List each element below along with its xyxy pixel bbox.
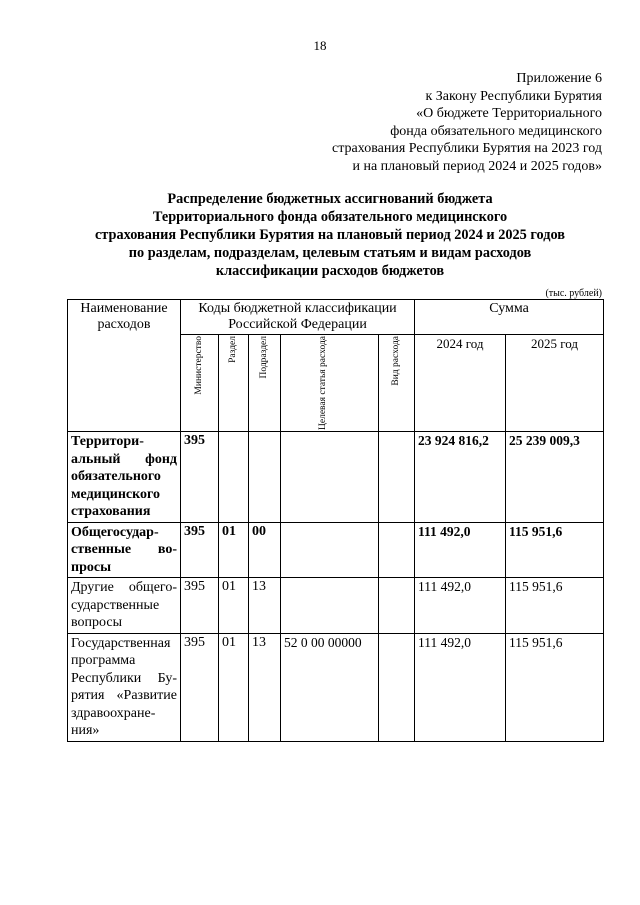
row-target bbox=[281, 522, 379, 578]
row-kind bbox=[379, 522, 415, 578]
row-ministry: 395 bbox=[181, 522, 219, 578]
row-name: Общегосударственные вопросы bbox=[68, 522, 181, 578]
table-row bbox=[68, 578, 604, 634]
row-sum-2025: 25 239 009,3 bbox=[506, 432, 604, 523]
appendix-line: «О бюджете Территориального bbox=[416, 106, 602, 121]
header-section: Раздел bbox=[219, 335, 249, 432]
appendix-line: к Закону Республики Бурятия bbox=[425, 88, 602, 104]
appendix-line: Приложение 6 bbox=[516, 71, 602, 86]
header-target: Целевая статья расхода bbox=[281, 335, 379, 432]
row-target bbox=[281, 432, 379, 523]
row-sum-2024: 111 492,0 bbox=[415, 633, 506, 741]
table-row bbox=[68, 522, 604, 578]
appendix-line: страхования Республики Бурятия на 2023 год bbox=[332, 141, 602, 156]
row-name: Другие общегосударственные вопросы bbox=[68, 578, 181, 634]
header-name: Наименование расходов bbox=[68, 300, 181, 432]
row-subsection: 13 bbox=[249, 633, 281, 741]
row-section: 01 bbox=[219, 633, 249, 741]
title-line: классификации расходов бюджетов bbox=[215, 263, 445, 279]
row-name: Государственная программа Республики Бурятия «Развитие здравоохранения» bbox=[68, 633, 181, 741]
title-line: страхования Республики Бурятия на плановый период 2024 и 2025 годов bbox=[94, 227, 566, 243]
budget-table bbox=[67, 299, 604, 742]
appendix-line: фонда обязательного медицинского bbox=[390, 123, 602, 139]
units-label: (тыс. рублей) bbox=[545, 288, 602, 299]
row-ministry: 395 bbox=[181, 633, 219, 741]
header-sum: Сумма bbox=[415, 300, 604, 335]
title-line: Территориального фонда обязательного медицинского bbox=[152, 209, 508, 225]
header-kind: Вид расхода bbox=[379, 335, 415, 432]
page-number: 18 bbox=[313, 38, 327, 53]
title-line: по разделам, подразделам, целевым статьям и видам расходов bbox=[128, 245, 532, 261]
row-sum-2025: 115 951,6 bbox=[506, 633, 604, 741]
table-row bbox=[68, 432, 604, 523]
row-kind bbox=[379, 633, 415, 741]
row-ministry: 395 bbox=[181, 578, 219, 634]
row-target bbox=[281, 578, 379, 634]
row-kind bbox=[379, 432, 415, 523]
header-subsection: Подраздел bbox=[249, 335, 281, 432]
row-sum-2024: 111 492,0 bbox=[415, 522, 506, 578]
row-sum-2024: 23 924 816,2 bbox=[415, 432, 506, 523]
row-kind bbox=[379, 578, 415, 634]
header-ministry: Министерство bbox=[181, 335, 219, 432]
row-sum-2025: 115 951,6 bbox=[506, 522, 604, 578]
title-line: Распределение бюджетных ассигнований бюджета bbox=[167, 191, 493, 207]
row-ministry: 395 bbox=[181, 432, 219, 523]
row-subsection bbox=[249, 432, 281, 523]
appendix-header bbox=[262, 70, 602, 175]
row-subsection: 00 bbox=[249, 522, 281, 578]
table-row bbox=[68, 633, 604, 741]
header-year-2025: 2025 год bbox=[506, 335, 604, 432]
header-codes: Коды бюджетной классификации Российской Федерации bbox=[181, 300, 415, 335]
row-section: 01 bbox=[219, 522, 249, 578]
row-sum-2024: 111 492,0 bbox=[415, 578, 506, 634]
document-title bbox=[40, 190, 620, 280]
row-section: 01 bbox=[219, 578, 249, 634]
row-subsection: 13 bbox=[249, 578, 281, 634]
row-sum-2025: 115 951,6 bbox=[506, 578, 604, 634]
header-year-2024: 2024 год bbox=[415, 335, 506, 432]
row-target: 52 0 00 00000 bbox=[281, 633, 379, 741]
appendix-line: и на плановый период 2024 и 2025 годов» bbox=[352, 158, 602, 174]
row-section bbox=[219, 432, 249, 523]
row-name: Территориальный фонд обязательного медицинского страхования bbox=[68, 432, 181, 523]
